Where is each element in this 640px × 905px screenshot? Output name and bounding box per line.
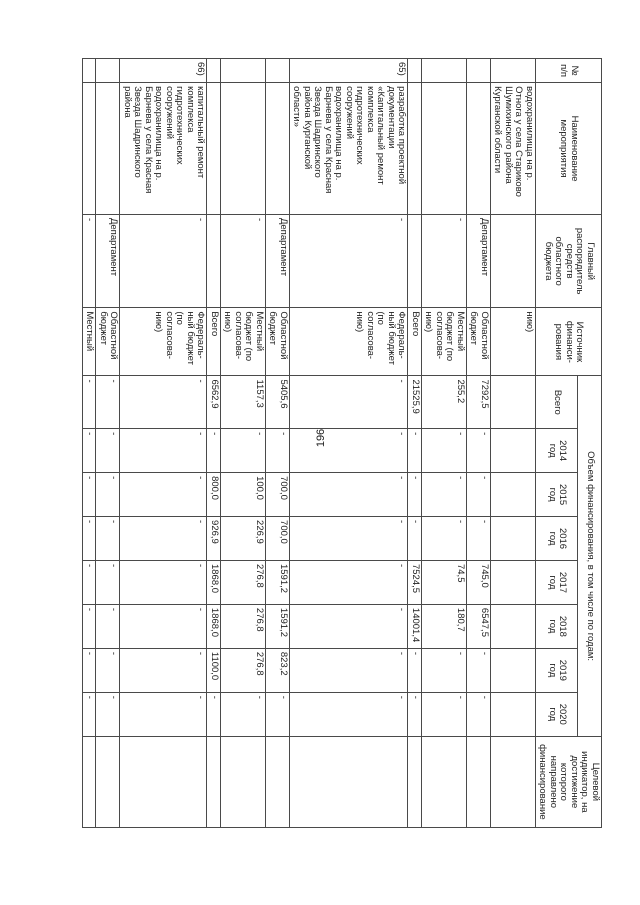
- header-indicator: Целевой индикатор, на достижение которого направлено финансирование: [536, 736, 602, 827]
- cell-manager: [408, 214, 422, 307]
- cell-no: [221, 59, 266, 83]
- cell-source: нию): [491, 308, 536, 376]
- cell-manager: Департамент: [96, 214, 120, 307]
- cell-no: [207, 59, 221, 83]
- cell-indicator: [221, 736, 266, 827]
- cell-indicator: [83, 736, 97, 827]
- cell-manager: -: [290, 214, 409, 307]
- header-year: 2018 год: [536, 604, 578, 648]
- cell-source: Всего: [207, 308, 221, 376]
- cell-year-value: -: [422, 648, 467, 692]
- cell-year-value: -: [422, 429, 467, 473]
- cell-name: разработка проектной документации «Капитальный ремонт комплекса гидротехнических сооружений водохранилища на р. Барнева у села Красная Звезда Шадринского района Курганской области»: [290, 83, 409, 215]
- cell-year-value: -: [96, 648, 120, 692]
- cell-year-value: -: [290, 473, 409, 517]
- cell-manager: [207, 214, 221, 307]
- cell-total: [491, 376, 536, 429]
- cell-total: 1157,3: [221, 376, 266, 429]
- cell-year-value: -: [408, 692, 422, 736]
- cell-indicator: [120, 736, 207, 827]
- cell-total: 255,2: [422, 376, 467, 429]
- cell-year-value: 1591,2: [266, 604, 290, 648]
- header-year: 2014 год: [536, 429, 578, 473]
- cell-year-value: [491, 692, 536, 736]
- cell-name: [467, 83, 491, 215]
- cell-source: Федераль-ный бюджет (по согласова-нию): [290, 308, 409, 376]
- cell-manager: -: [83, 214, 97, 307]
- cell-year-value: -: [83, 648, 97, 692]
- cell-indicator: [96, 736, 120, 827]
- cell-year-value: 700,0: [266, 517, 290, 561]
- table-row: [83, 59, 97, 828]
- cell-year-value: -: [96, 429, 120, 473]
- cell-year-value: -: [83, 692, 97, 736]
- header-year: 2020 год: [536, 692, 578, 736]
- cell-year-value: -: [422, 473, 467, 517]
- cell-no: 65): [290, 59, 409, 83]
- cell-indicator: [408, 736, 422, 827]
- cell-year-value: -: [120, 604, 207, 648]
- cell-year-value: 800,0: [207, 473, 221, 517]
- cell-total: 6562,9: [207, 376, 221, 429]
- cell-indicator: [491, 736, 536, 827]
- cell-year-value: [491, 473, 536, 517]
- cell-year-value: 14001,4: [408, 604, 422, 648]
- cell-year-value: -: [467, 429, 491, 473]
- header-year: 2019 год: [536, 648, 578, 692]
- cell-source: Местный бюджет (по согласова-нию): [422, 308, 467, 376]
- cell-year-value: 100,0: [221, 473, 266, 517]
- cell-year-value: 745,0: [467, 560, 491, 604]
- cell-year-value: -: [96, 473, 120, 517]
- cell-year-value: -: [83, 517, 97, 561]
- cell-year-value: -: [408, 648, 422, 692]
- cell-name: [221, 83, 266, 215]
- cell-year-value: [491, 648, 536, 692]
- cell-name: [207, 83, 221, 215]
- cell-year-value: -: [83, 473, 97, 517]
- cell-manager: [491, 214, 536, 307]
- cell-year-value: 74,5: [422, 560, 467, 604]
- cell-total: -: [83, 376, 97, 429]
- header-total: Всего: [536, 376, 578, 429]
- cell-year-value: [491, 604, 536, 648]
- cell-year-value: -: [467, 517, 491, 561]
- cell-name: водохранилища на р. Отнога у села Стариково Шумихинского района Курганской области: [491, 83, 536, 215]
- header-name: Наименование мероприятия: [536, 83, 602, 215]
- cell-year-value: -: [266, 692, 290, 736]
- cell-indicator: [290, 736, 409, 827]
- cell-manager: -: [422, 214, 467, 307]
- header-no: № п/п: [536, 59, 602, 83]
- cell-year-value: -: [207, 692, 221, 736]
- cell-year-value: 276,8: [221, 648, 266, 692]
- cell-year-value: -: [290, 517, 409, 561]
- cell-year-value: 926,9: [207, 517, 221, 561]
- cell-source: Местный: [83, 308, 97, 376]
- cell-year-value: 1868,0: [207, 560, 221, 604]
- cell-year-value: -: [96, 517, 120, 561]
- cell-no: [266, 59, 290, 83]
- cell-no: [467, 59, 491, 83]
- table-row: [221, 59, 266, 828]
- cell-manager: Департамент: [266, 214, 290, 307]
- cell-year-value: -: [96, 560, 120, 604]
- cell-year-value: -: [422, 517, 467, 561]
- table-row: [491, 59, 536, 828]
- header-volume: Объем финансирования, в том числе по годам:: [578, 376, 602, 736]
- header-year: 2017 год: [536, 560, 578, 604]
- cell-year-value: -: [120, 648, 207, 692]
- cell-year-value: -: [83, 560, 97, 604]
- header-manager: Главный распорядитель средств областного бюджета: [536, 214, 602, 307]
- table-row: [290, 59, 409, 828]
- cell-name: капитальный ремонт комплекса гидротехнических сооружений водохранилища на р. Барнева у села Красная Звезда Шадринского района: [120, 83, 207, 215]
- cell-indicator: [422, 736, 467, 827]
- cell-source: Областной бюджет: [266, 308, 290, 376]
- cell-no: [83, 59, 97, 83]
- cell-year-value: -: [120, 560, 207, 604]
- cell-source: Областной бюджет: [467, 308, 491, 376]
- cell-year-value: 276,8: [221, 604, 266, 648]
- header-year: 2016 год: [536, 517, 578, 561]
- table-row: [96, 59, 120, 828]
- cell-year-value: [491, 517, 536, 561]
- cell-name: [408, 83, 422, 215]
- cell-source: Местный бюджет (по согласова-нию): [221, 308, 266, 376]
- cell-year-value: -: [221, 692, 266, 736]
- cell-year-value: -: [120, 473, 207, 517]
- cell-year-value: 1868,0: [207, 604, 221, 648]
- cell-year-value: [491, 429, 536, 473]
- cell-total: -: [290, 376, 409, 429]
- cell-year-value: -: [290, 604, 409, 648]
- cell-year-value: -: [290, 429, 409, 473]
- cell-year-value: -: [290, 648, 409, 692]
- cell-year-value: -: [467, 473, 491, 517]
- cell-year-value: -: [120, 692, 207, 736]
- cell-year-value: -: [96, 604, 120, 648]
- cell-year-value: -: [83, 429, 97, 473]
- cell-year-value: 226,9: [221, 517, 266, 561]
- financing-table: [82, 58, 602, 828]
- cell-year-value: 180,7: [422, 604, 467, 648]
- table-row: [266, 59, 290, 828]
- rotated-table-container: [84, 58, 602, 828]
- cell-total: 21525,9: [408, 376, 422, 429]
- cell-year-value: -: [290, 560, 409, 604]
- cell-source: Всего: [408, 308, 422, 376]
- cell-manager: -: [120, 214, 207, 307]
- page-number: 196: [315, 428, 328, 448]
- cell-year-value: -: [207, 429, 221, 473]
- table-row: [408, 59, 422, 828]
- cell-total: 7292,5: [467, 376, 491, 429]
- cell-year-value: -: [467, 648, 491, 692]
- cell-indicator: [266, 736, 290, 827]
- cell-name: [422, 83, 467, 215]
- cell-manager: Департамент: [467, 214, 491, 307]
- header-year: 2015 год: [536, 473, 578, 517]
- header-source: Источник финанси-рования: [536, 308, 602, 376]
- cell-year-value: -: [120, 429, 207, 473]
- cell-year-value: 276,8: [221, 560, 266, 604]
- table-row: [422, 59, 467, 828]
- cell-year-value: -: [221, 429, 266, 473]
- cell-total: 5405,6: [266, 376, 290, 429]
- cell-year-value: 1100,0: [207, 648, 221, 692]
- cell-name: [96, 83, 120, 215]
- table-row: [467, 59, 491, 828]
- cell-no: [408, 59, 422, 83]
- cell-year-value: 700,0: [266, 473, 290, 517]
- cell-year-value: -: [290, 692, 409, 736]
- cell-total: -: [120, 376, 207, 429]
- cell-no: [422, 59, 467, 83]
- cell-year-value: -: [96, 692, 120, 736]
- cell-year-value: -: [266, 429, 290, 473]
- cell-year-value: 7524,5: [408, 560, 422, 604]
- table-row: [207, 59, 221, 828]
- cell-name: [83, 83, 97, 215]
- cell-manager: -: [221, 214, 266, 307]
- cell-total: -: [96, 376, 120, 429]
- cell-year-value: -: [83, 604, 97, 648]
- cell-year-value: -: [408, 473, 422, 517]
- cell-year-value: 823,2: [266, 648, 290, 692]
- cell-year-value: 6547,5: [467, 604, 491, 648]
- cell-no: [491, 59, 536, 83]
- cell-year-value: -: [467, 692, 491, 736]
- cell-name: [266, 83, 290, 215]
- table-row: [120, 59, 207, 828]
- cell-year-value: 1591,2: [266, 560, 290, 604]
- cell-no: 66): [120, 59, 207, 83]
- cell-year-value: -: [422, 692, 467, 736]
- cell-source: Федераль-ный бюджет (по согласова-нию): [120, 308, 207, 376]
- cell-indicator: [207, 736, 221, 827]
- cell-year-value: [491, 560, 536, 604]
- cell-source: Областной бюджет: [96, 308, 120, 376]
- cell-no: [96, 59, 120, 83]
- cell-year-value: -: [408, 517, 422, 561]
- cell-indicator: [467, 736, 491, 827]
- cell-year-value: -: [408, 429, 422, 473]
- cell-year-value: -: [120, 517, 207, 561]
